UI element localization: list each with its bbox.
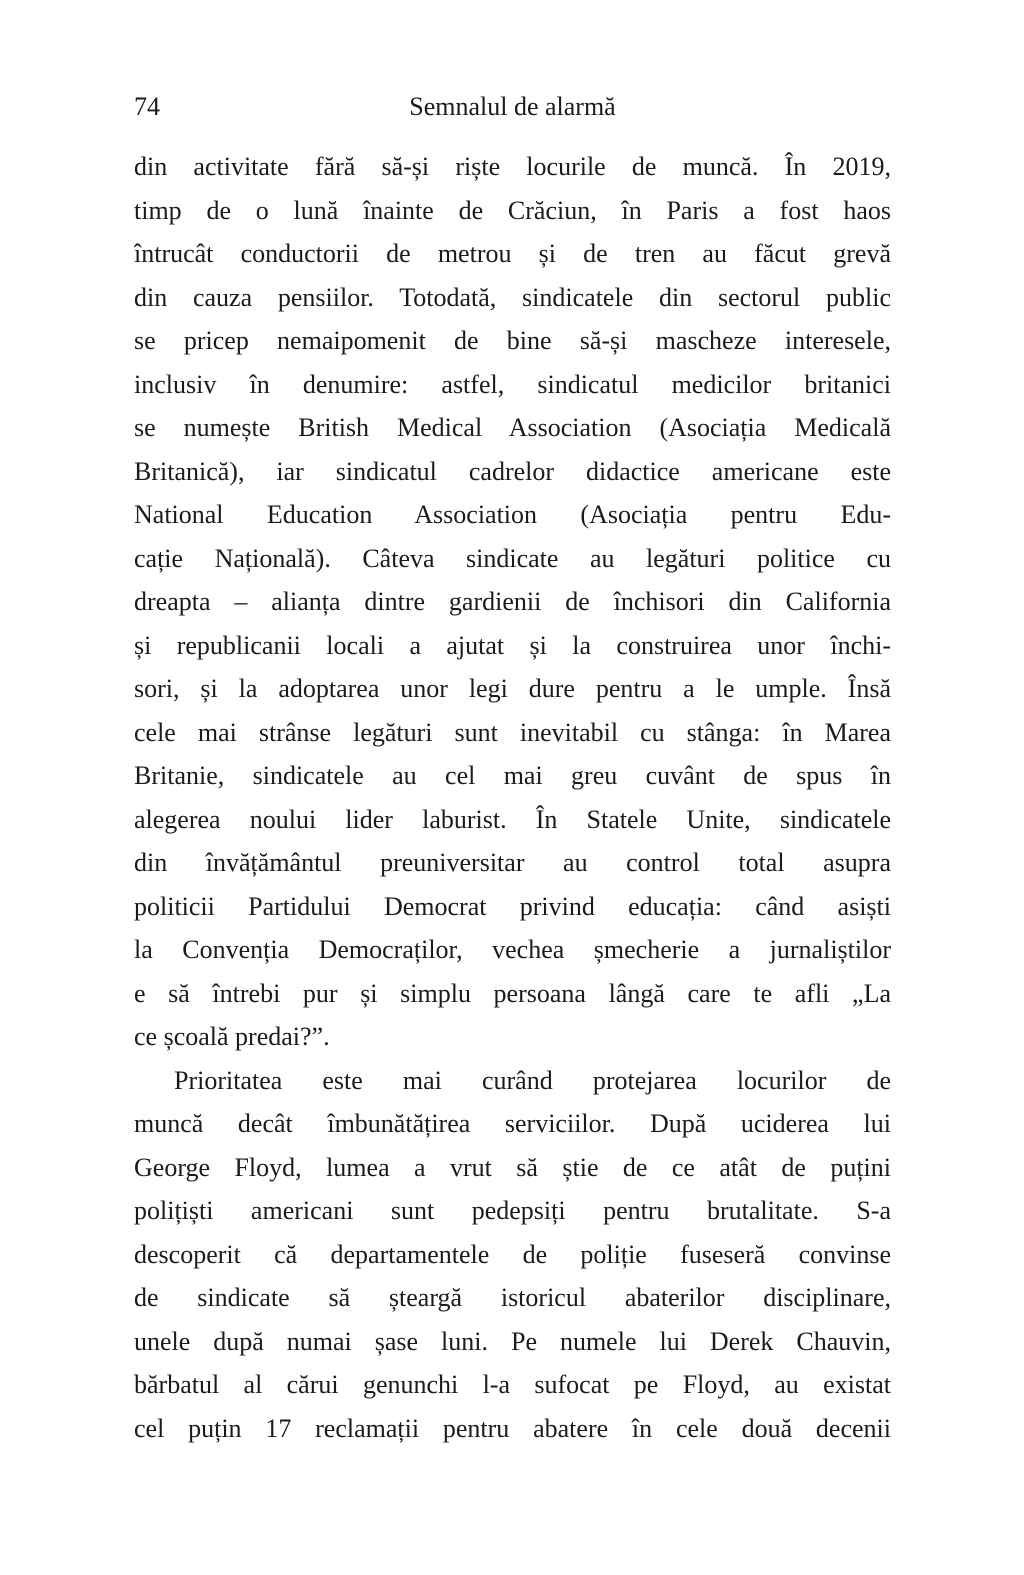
text-line: dreapta – alianța dintre gardienii de închisori din California [134, 587, 891, 616]
text-line: se numește British Medical Association (Asociația Medicală [134, 413, 891, 442]
text-line: politicii Partidului Democrat privind educația: când asiști [134, 891, 891, 921]
text-line: Prioritatea este mai curând protejarea locurilor de [174, 1065, 891, 1095]
text-line: descoperit că departamentele de poliție fuseseră convinse [134, 1239, 891, 1269]
text-line: muncă decât îmbunătățirea serviciilor. După uciderea lui [134, 1109, 891, 1138]
text-line: polițiști americani sunt pedepsiți pentru brutalitate. S-a [134, 1196, 891, 1225]
text-line: inclusiv în denumire: astfel, sindicatul medicilor britanici [134, 369, 891, 399]
paragraph [134, 1059, 891, 1451]
text-line: unele după numai șase luni. Pe numele lui Derek Chauvin, [134, 1326, 891, 1356]
text-line: ce școală predai?”. [134, 1022, 330, 1051]
paragraph [134, 145, 891, 1059]
text-line: se pricep nemaipomenit de bine să-și mascheze interesele, [134, 326, 891, 355]
text-line: timp de o lună înainte de Crăciun, în Paris a fost haos [134, 195, 891, 225]
text-line: din activitate fără să-și riște locurile de muncă. În 2019, [134, 152, 891, 181]
text-line: e să întrebi pur și simplu persoana lângă care te afli „La [134, 978, 891, 1008]
text-line: sori, și la adoptarea unor legi dure pentru a le umple. Însă [134, 674, 891, 703]
text-line: cele mai strânse legături sunt inevitabil cu stânga: în Marea [134, 717, 891, 747]
text-line: cație Națională). Câteva sindicate au legături politice cu [134, 543, 891, 573]
text-line: alegerea noului lider laburist. În Statele Unite, sindicatele [134, 804, 891, 834]
text-line: cel puțin 17 reclamații pentru abatere în cele două decenii [134, 1413, 891, 1443]
page-body [134, 145, 891, 1450]
text-line: din învățământul preuniversitar au control total asupra [134, 848, 891, 877]
running-title: Semnalul de alarmă [409, 92, 616, 121]
text-line: George Floyd, lumea a vrut să știe de ce atât de puțini [134, 1152, 891, 1182]
text-line: Britanică), iar sindicatul cadrelor didactice americane este [134, 456, 891, 486]
text-line: bărbatul al cărui genunchi l-a sufocat pe Floyd, au existat [134, 1370, 891, 1399]
text-line: și republicanii locali a ajutat și la construirea unor închi- [134, 630, 891, 660]
text-line: la Convenția Democraților, vechea șmecherie a jurnaliștilor [134, 935, 891, 964]
page-number: 74 [134, 92, 160, 121]
running-header [134, 90, 891, 124]
text-line: din cauza pensiilor. Totodată, sindicatele din sectorul public [134, 282, 891, 312]
text-line: Britanie, sindicatele au cel mai greu cuvânt de spus în [134, 761, 891, 790]
text-line: întrucât conductorii de metrou și de tren au făcut grevă [134, 239, 891, 268]
text-line: National Education Association (Asociația pentru Edu- [134, 500, 891, 529]
text-line: de sindicate să șteargă istoricul abaterilor disciplinare, [134, 1283, 891, 1312]
